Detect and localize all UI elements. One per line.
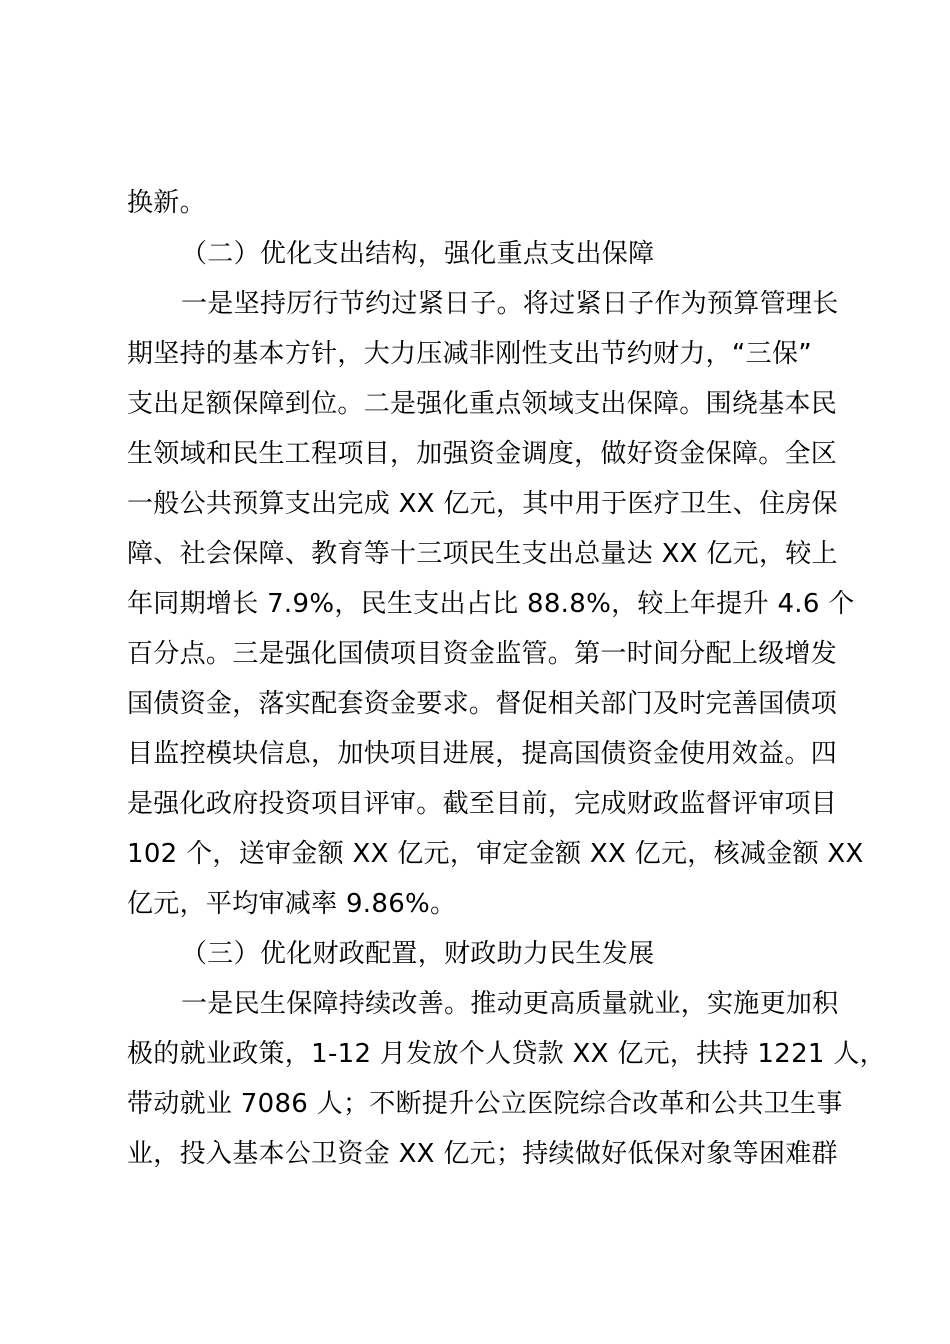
paragraph-line: 极的就业政策，1-12 月发放个人贷款 XX 亿元，扶持 1221 人， <box>127 1039 886 1069</box>
text-line: 换新。 <box>127 188 206 218</box>
paragraph-line: 一是民生保障持续改善。推动更高质量就业，实施更加积 <box>181 989 839 1019</box>
paragraph-line: 年同期增长 7.9%，民生支出占比 88.8%，较上年提升 4.6 个 <box>127 589 855 619</box>
paragraph-line: 是强化政府投资项目评审。截至目前，完成财政监督评审项目 <box>127 789 838 819</box>
paragraph-line: 一是坚持厉行节约过紧日子。将过紧日子作为预算管理长 <box>181 289 839 319</box>
paragraph-line: 生领域和民生工程项目，加强资金调度，做好资金保障。全区 <box>127 439 838 469</box>
paragraph-line: 一般公共预算支出完成 XX 亿元，其中用于医疗卫生、住房保 <box>127 489 838 519</box>
paragraph-line: 带动就业 7086 人；不断提升公立医院综合改革和公共卫生事 <box>127 1089 843 1119</box>
paragraph-line: 亿元，平均审减率 9.86%。 <box>127 889 457 919</box>
paragraph-line: 障、社会保障、教育等十三项民生支出总量达 XX 亿元，较上 <box>127 539 838 569</box>
paragraph-line: 国债资金，落实配套资金要求。督促相关部门及时完善国债项 <box>127 689 838 719</box>
paragraph-line: 102 个，送审金额 XX 亿元，审定金额 XX 亿元，核减金额 XX <box>127 839 864 869</box>
paragraph-line: 目监控模块信息，加快项目进展，提高国债资金使用效益。四 <box>127 739 838 769</box>
paragraph-line: 业，投入基本公卫资金 XX 亿元；持续做好低保对象等困难群 <box>127 1139 838 1169</box>
paragraph-line: 百分点。三是强化国债项目资金监管。第一时间分配上级增发 <box>127 639 838 669</box>
paragraph-line: 期坚持的基本方针，大力压减非刚性支出节约财力，“三保” <box>127 339 813 369</box>
section-heading: （二）优化支出结构，强化重点支出保障 <box>181 239 655 269</box>
section-heading: （三）优化财政配置，财政助力民生发展 <box>181 939 655 969</box>
paragraph-line: 支出足额保障到位。二是强化重点领域支出保障。围绕基本民 <box>127 389 838 419</box>
